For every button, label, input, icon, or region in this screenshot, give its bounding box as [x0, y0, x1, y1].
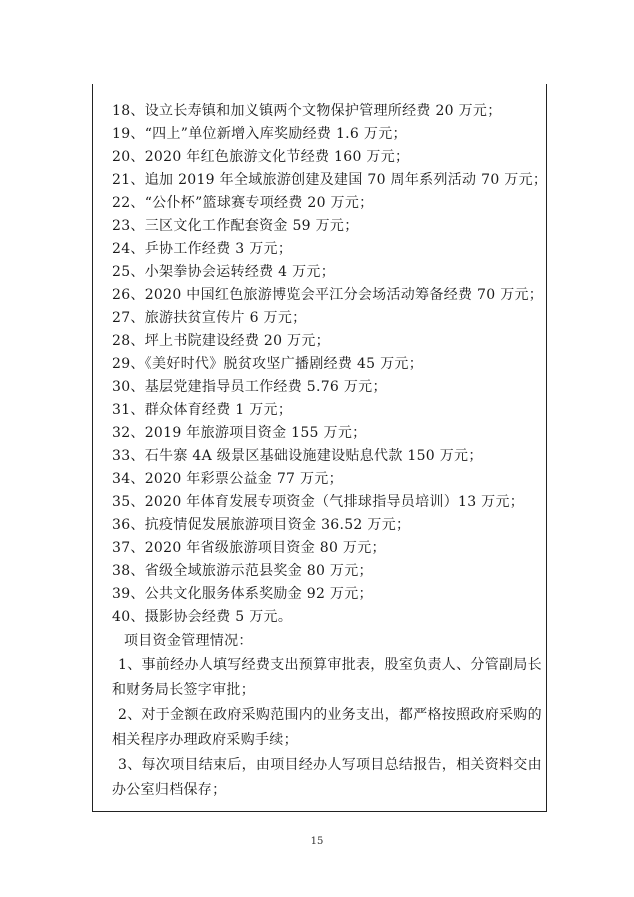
list-item: 39、公共文化服务体系奖励金 92 万元；: [112, 586, 373, 602]
list-item: 19、“四上”单位新增入库奖励经费 1.6 万元；: [112, 126, 407, 142]
list-item: 37、2020 年省级旅游项目资金 80 万元；: [112, 540, 386, 556]
list-item: 29、《美好时代》脱贫攻坚广播剧经费 45 万元；: [112, 356, 424, 372]
management-paragraph: [112, 703, 542, 753]
list-item: 32、2019 年旅游项目资金 155 万元；: [112, 425, 367, 441]
expense-list: [112, 100, 548, 629]
list-item: 26、2020 中国红色旅游博览会平江分会场活动筹备经费 70 万元；: [112, 287, 544, 303]
page-number: 15: [310, 836, 324, 847]
list-item: 30、基层党建指导员工作经费 5.76 万元；: [112, 379, 387, 395]
list-item: 34、2020 年彩票公益金 77 万元；: [112, 471, 343, 487]
document-body: [112, 100, 548, 803]
list-item: 35、2020 年体育发展专项资金（气排球指导员培训）13 万元；: [112, 494, 525, 510]
list-item: 20、2020 年红色旅游文化节经费 160 万元；: [112, 149, 410, 165]
list-item: 40、摄影协会经费 5 万元。: [112, 609, 293, 625]
management-paragraph: [112, 653, 542, 703]
list-item: 31、群众体育经费 1 万元；: [112, 402, 293, 418]
list-item: 38、省级全域旅游示范县奖金 80 万元；: [112, 563, 373, 579]
section-heading: 项目资金管理情况：: [124, 633, 253, 649]
paragraph-line: 相关程序办理政府采购手续；: [112, 732, 298, 748]
list-item: 23、三区文化工作配套资金 59 万元；: [112, 218, 359, 234]
list-item: 36、抗疫情促发展旅游项目资金 36.52 万元；: [112, 517, 411, 533]
list-item: 33、石牛寨 4A 级景区基础设施建设贴息代款 150 万元；: [112, 448, 483, 464]
paragraph-line: 和财务局长签字审批；: [112, 682, 255, 698]
list-item: 18、设立长寿镇和加义镇两个文物保护管理所经费 20 万元；: [112, 103, 502, 119]
list-item: 25、小架拳协会运转经费 4 万元；: [112, 264, 336, 280]
paragraph-line: 2、对于金额在政府采购范围内的业务支出，都严格按照政府采购的: [118, 707, 542, 723]
list-item: 21、追加 2019 年全域旅游创建及建国 70 周年系列活动 70 万元；: [112, 172, 548, 188]
management-paragraph: [112, 753, 542, 803]
paragraph-line: 3、每次项目结束后，由项目经办人写项目总结报告，相关资料交由: [118, 757, 542, 773]
paragraph-line: 1、事前经办人填写经费支出预算审批表，股室负责人、分管副局长: [118, 657, 542, 673]
paragraph-line: 办公室归档保存；: [112, 782, 227, 798]
list-item: 22、“公仆杯”篮球赛专项经费 20 万元；: [112, 195, 374, 211]
list-item: 28、坪上书院建设经费 20 万元；: [112, 333, 330, 349]
list-item: 24、乒协工作经费 3 万元；: [112, 241, 293, 257]
list-item: 27、旅游扶贫宣传片 6 万元；: [112, 310, 307, 326]
